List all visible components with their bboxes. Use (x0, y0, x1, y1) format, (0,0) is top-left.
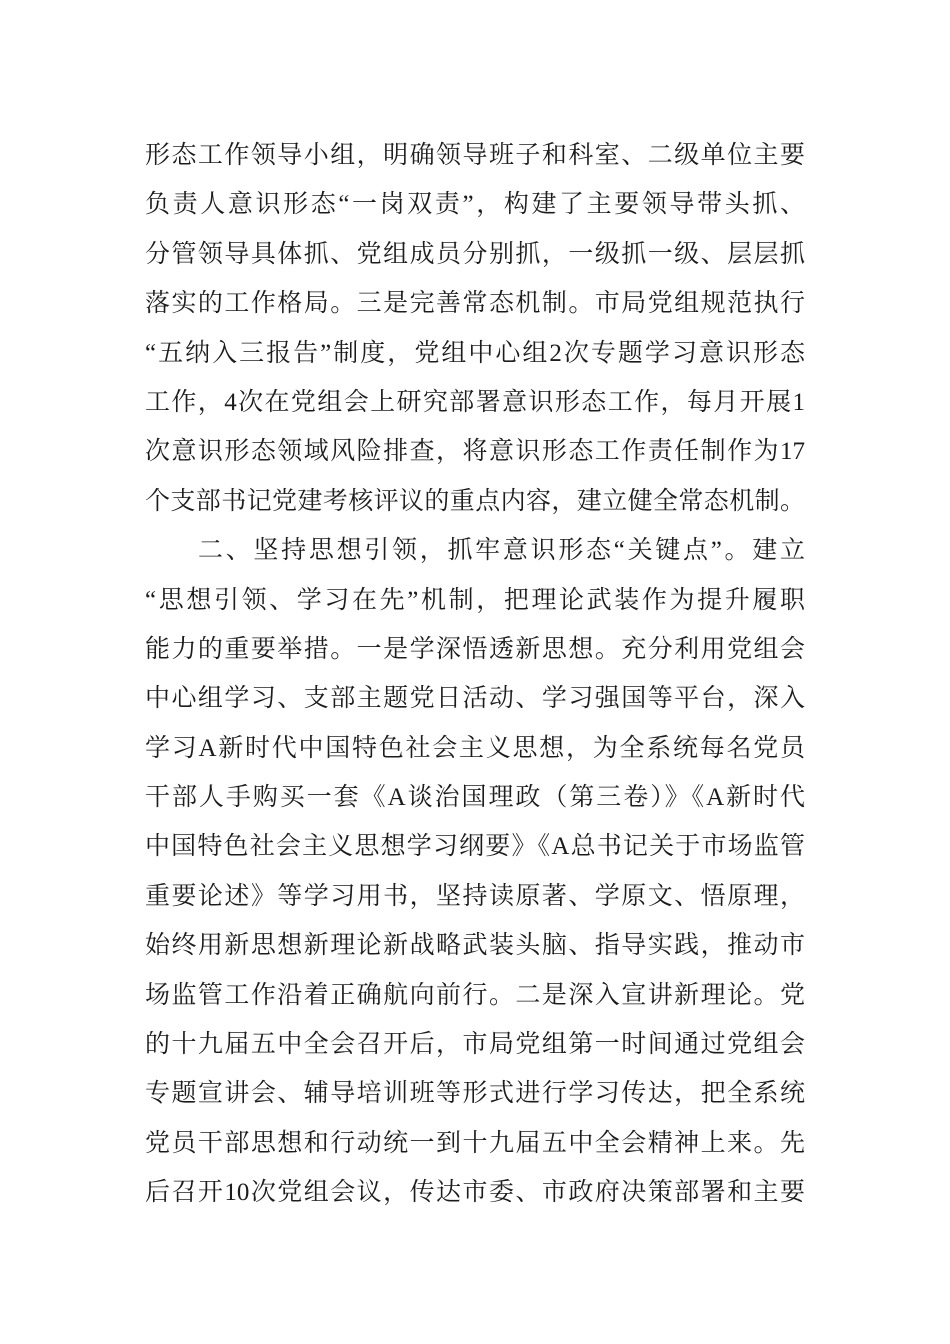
text-line: 能力的重要举措。一是学深悟透新思想。充分利用党组会 (145, 635, 805, 663)
text-line: 党员干部思想和行动统一到十九届五中全会精神上来。先 (145, 1129, 805, 1157)
text-line: 中国特色社会主义思想学习纲要》《A总书记关于市场监管 (145, 833, 805, 861)
text-line: 专题宣讲会、辅导培训班等形式进行学习传达，把全系统 (145, 1080, 805, 1108)
text-line: 落实的工作格局。三是完善常态机制。市局党组规范执行 (145, 290, 805, 318)
text-line: 次意识形态领域风险排查，将意识形态工作责任制作为17 (145, 438, 805, 466)
text-line: 场监管工作沿着正确航向前行。二是深入宣讲新理论。党 (145, 981, 805, 1009)
text-line: 形态工作领导小组，明确领导班子和科室、二级单位主要 (145, 142, 805, 169)
text-line: 干部人手购买一套《A谈治国理政（第三卷）》《A新时代 (145, 784, 805, 812)
text-line: 工作，4次在党组会上研究部署意识形态工作，每月开展1 (145, 388, 805, 416)
text-line: “五纳入三报告”制度，党组中心组2次专题学习意识形态 (145, 339, 805, 367)
text-line: 负责人意识形态“一岗双责”，构建了主要领导带头抓、 (145, 191, 805, 219)
text-line: 分管领导具体抓、党组成员分别抓，一级抓一级、层层抓 (145, 240, 805, 268)
text-line: 个支部书记党建考核评议的重点内容，建立健全常态机制。 (145, 487, 805, 515)
text-line: 学习A新时代中国特色社会主义思想，为全系统每名党员 (145, 734, 805, 762)
text-line: “思想引领、学习在先”机制，把理论武装作为提升履职 (145, 586, 805, 614)
document-text-content (145, 131, 805, 1218)
text-line: 后召开10次党组会议，传达市委、市政府决策部署和主要 (145, 1179, 805, 1207)
text-line: 的十九届五中全会召开后，市局党组第一时间通过党组会 (145, 1031, 805, 1059)
text-line: 重要论述》等学习用书，坚持读原著、学原文、悟原理， (145, 882, 805, 910)
text-line: 中心组学习、支部主题党日活动、学习强国等平台，深入 (145, 685, 805, 713)
text-line: 始终用新思想新理论新战略武装头脑、指导实践，推动市 (145, 932, 805, 960)
paragraph-start-line: 二、坚持思想引领，抓牢意识形态“关键点”。建立 (198, 537, 805, 565)
